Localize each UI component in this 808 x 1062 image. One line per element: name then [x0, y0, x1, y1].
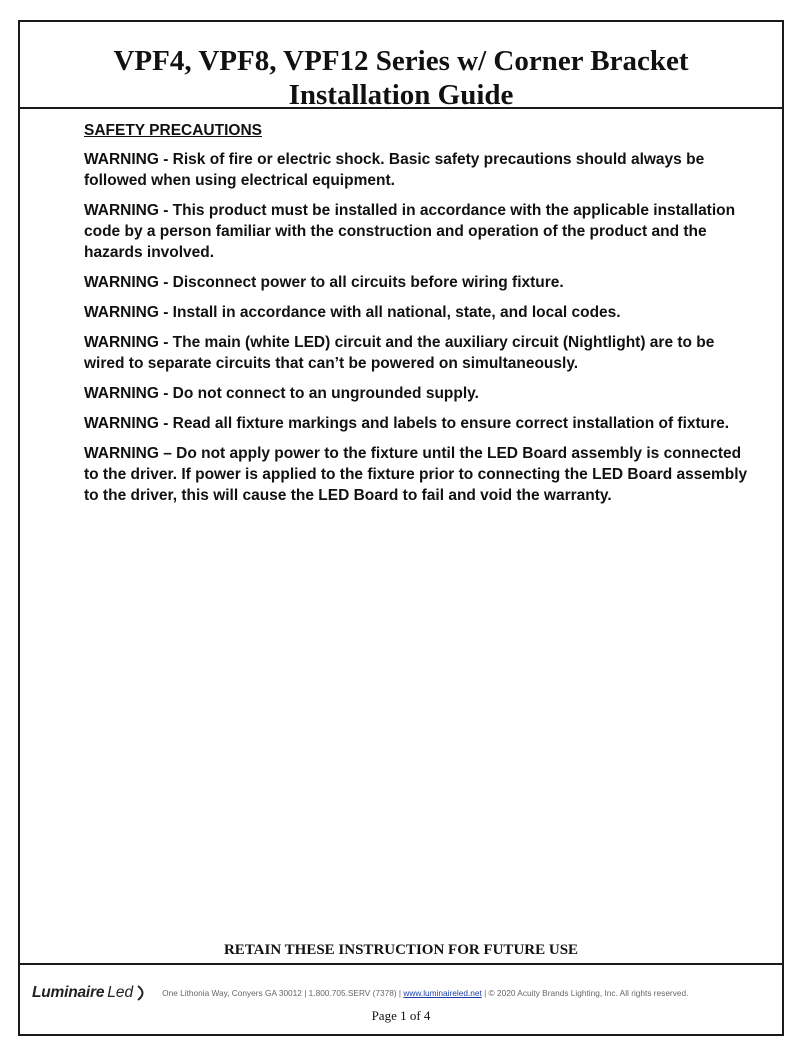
logo-swoosh-icon: [136, 985, 148, 1001]
footer-contact: [162, 988, 688, 998]
warning-item: WARNING - Read all fixture markings and labels to ensure correct installation of fixture.: [84, 415, 730, 432]
luminaire-led-logo: [32, 984, 148, 1002]
footer-address: One Lithonia Way, Conyers GA 30012 | 1.800.705.SERV (7378) |: [162, 988, 404, 998]
page-number: Page 1 of 4: [371, 1008, 431, 1023]
website-link[interactable]: www.luminaireled.net: [403, 988, 482, 998]
page-frame: [18, 20, 784, 1036]
warning-item: WARNING - The main (white LED) circuit and the auxiliary circuit (Nightlight) are to be wired to separate circuits that can’t be powered on simultaneously.: [84, 334, 715, 372]
footer-copyright: | © 2020 Acuity Brands Lighting, Inc. All rights reserved.: [481, 988, 689, 998]
warning-item: WARNING - Do not connect to an ungrounded supply.: [84, 385, 479, 402]
warning-item: WARNING - Disconnect power to all circuits before wiring fixture.: [84, 274, 564, 291]
title-line-1: VPF4, VPF8, VPF12 Series w/ Corner Bracket: [113, 45, 689, 77]
safety-heading: SAFETY PRECAUTIONS: [84, 122, 262, 139]
footer-divider: [20, 963, 782, 965]
title-line-2: Installation Guide: [288, 79, 514, 111]
logo-brand-text: Luminaire: [32, 984, 105, 1001]
title-divider: [20, 107, 782, 109]
warning-item: WARNING – Do not apply power to the fixture until the LED Board assembly is connected to the driver. If power is applied to the fixture prior to connecting the LED Board assembly to the driver, this will cause the LED Board to fail and void the warranty.: [84, 445, 748, 504]
document-title: [20, 44, 782, 112]
footer: [32, 982, 772, 1004]
logo-suffix-text: Led: [107, 984, 134, 1001]
warning-item: WARNING - Risk of fire or electric shock. Basic safety precautions should always be followed when using electrical equipment.: [84, 151, 705, 189]
warning-item: WARNING - Install in accordance with all national, state, and local codes.: [84, 304, 621, 321]
safety-section: [84, 120, 754, 515]
retain-notice: RETAIN THESE INSTRUCTION FOR FUTURE USE: [223, 942, 579, 958]
warning-item: WARNING - This product must be installed in accordance with the applicable installation code by a person familiar with the construction and operation of the product and the hazards involved.: [84, 202, 736, 261]
